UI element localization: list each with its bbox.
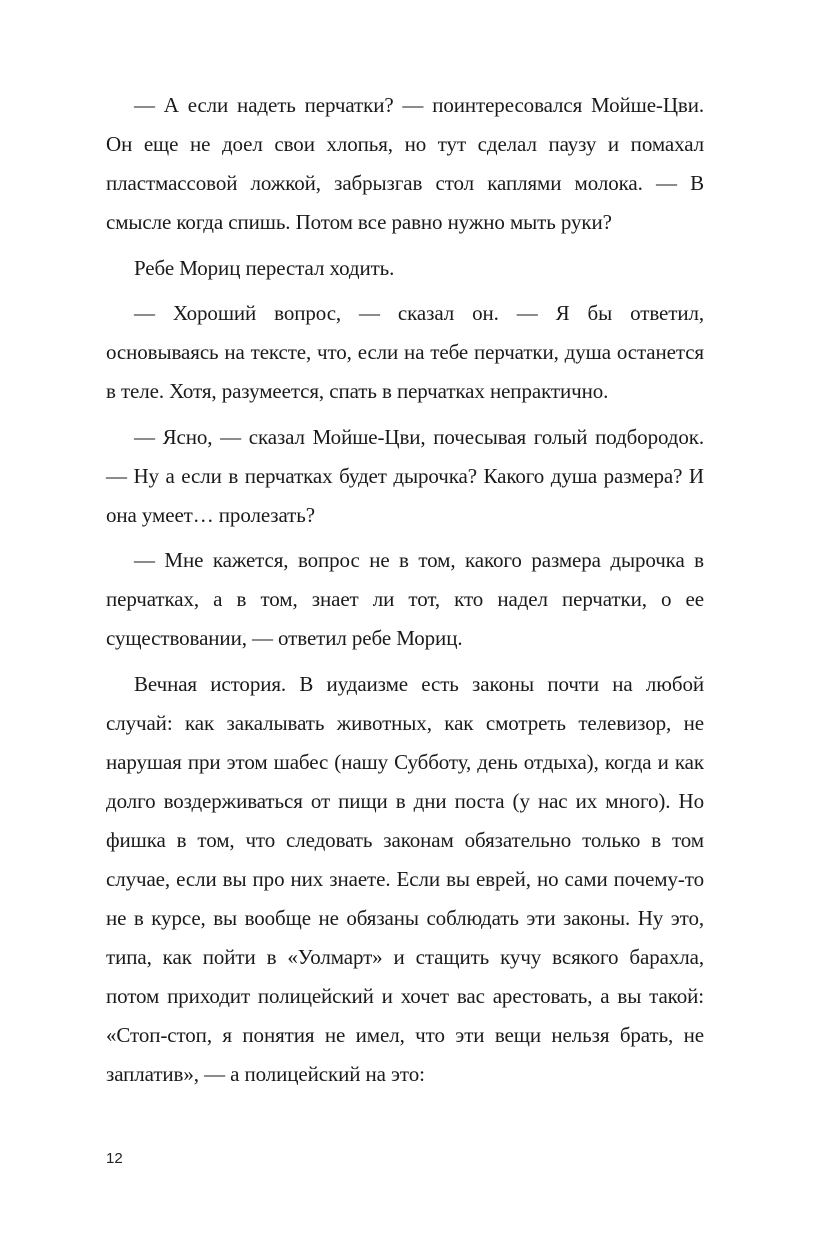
paragraph: — Ясно, — сказал Мойше-Цви, почесывая голый подбородок. — Ну а если в перчатках будет дырочка? Какого душа размера? И она умеет… пролезать?: [106, 424, 704, 527]
page-text: [106, 86, 704, 1100]
paragraph: Вечная история. В иудаизме есть законы почти на любой случай: как закалывать животных, как смотреть телевизор, не нарушая при этом шабес (нашу Субботу, день отдыха), когда и как долго воздерживаться от пищи в дни поста (у нас их много). Но фишка в том, что следовать законам обязательно только в том случае, если вы про них знаете. Если вы еврей, но сами почему-то не в курсе, вы вообще не обязаны соблюдать эти законы. Ну это, типа, как пойти в «Уолмарт» и стащить кучу всякого барахла, потом приходит полицейский и хочет вас арестовать, а вы такой: «Стоп-стоп, я понятия не имел, что эти вещи нельзя брать, не заплатив», — а полицейский на это:: [106, 671, 704, 1086]
paragraph: — А если надеть перчатки? — поинтересовался Мойше-Цви. Он еще не доел свои хлопья, но тут сделал паузу и помахал пластмассовой ложкой, забрызгав стол каплями молока. — В смысле когда спишь. Потом все равно нужно мыть руки?: [106, 93, 704, 234]
paragraph: Ребе Мориц перестал ходить.: [134, 255, 395, 280]
paragraph: — Мне кажется, вопрос не в том, какого размера дырочка в перчатках, а в том, знает ли тот, кто надел перчатки, о ее существовании, — ответил ребе Мориц.: [106, 548, 704, 650]
page-number: 12: [106, 1150, 123, 1167]
paragraph: — Хороший вопрос, — сказал он. — Я бы ответил, основываясь на тексте, что, если на тебе перчатки, душа останется в теле. Хотя, разумеется, спать в перчатках непрактично.: [106, 301, 704, 403]
